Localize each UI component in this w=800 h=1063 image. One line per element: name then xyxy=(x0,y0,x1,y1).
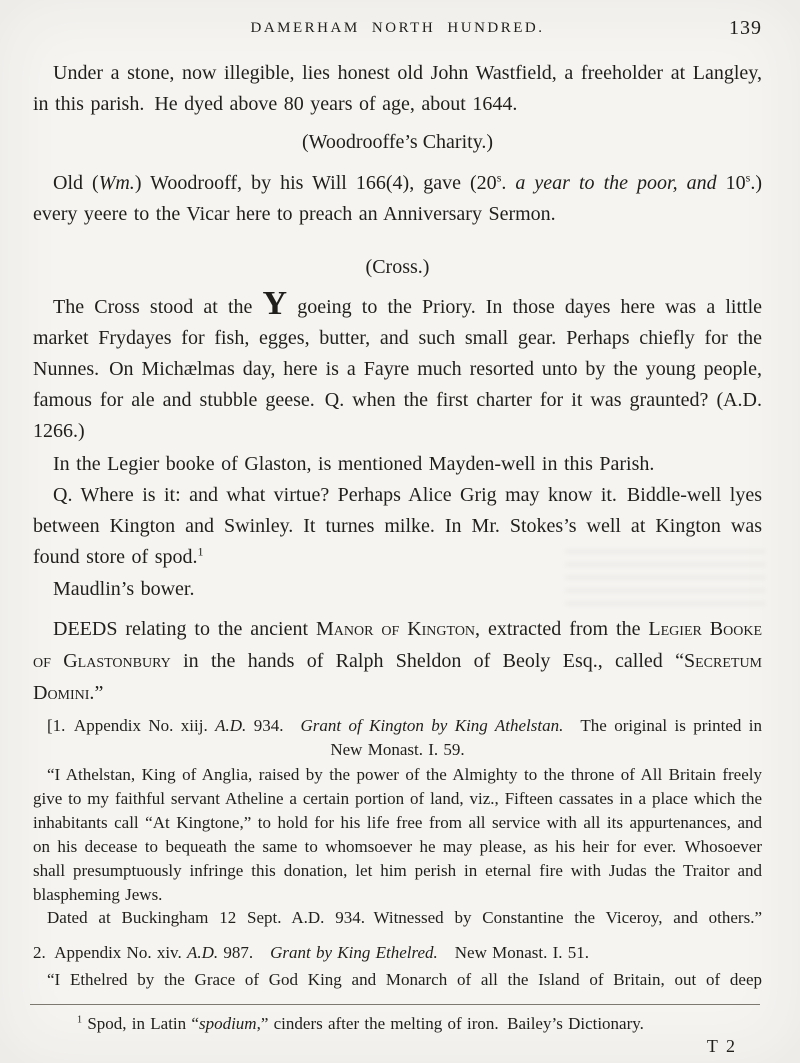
small-caps-manor-of-kington: Manor of Kington xyxy=(315,618,476,640)
text-run: , extracted from the xyxy=(475,618,649,640)
text-run: in the hands of Ralph Sheldon of Beoly Esq., called “ xyxy=(170,650,684,672)
text-run: . xyxy=(501,172,516,194)
text-run: ,” cinders after the melting of iron. Bailey’s Dictionary. xyxy=(256,1014,644,1033)
superscript-s: s xyxy=(745,170,751,185)
text-run: The Cross stood at the xyxy=(53,296,263,318)
running-head: DAMERHAM NORTH HUNDRED. xyxy=(250,20,545,36)
text-run-italic: Grant by King Ethelred. xyxy=(270,943,438,962)
paragraph-grant-athelstan-dated: Dated at Buckingham 12 Sept. A.D. 934. Witnessed by Constantine the Viceroy, and others.” xyxy=(47,908,762,927)
text-run: 2. Appendix No. xiv. xyxy=(33,943,187,962)
text-run: 934. xyxy=(246,716,301,735)
text-run: Old ( xyxy=(53,172,99,194)
text-run: goeing to the Priory. In those dayes here was a little market Frydayes for fish, egges, butter, and such small gear. Perhaps chiefly for the Nunnes. On Michælmas day, here is a Fayre much resorted unto by the young people, famous for ale and stubble geese. Q. when the first charter for it was graunted? (A.D. 1266.) xyxy=(33,296,763,442)
text-run-italic: spodium xyxy=(198,1014,257,1033)
heading-woodrooffe-charity: (Woodrooffe’s Charity.) xyxy=(301,131,494,153)
text-run-italic: A.D. xyxy=(186,943,219,962)
text-run: .) every yeere to the Vicar here to preach an Anniversary Sermon. xyxy=(33,172,763,225)
page-header xyxy=(33,17,762,39)
appendix-note-2 xyxy=(33,941,762,965)
text-run: ” xyxy=(94,682,104,704)
footnote-spod xyxy=(33,1012,762,1036)
appendix-note-1 xyxy=(33,714,762,762)
signature-mark: T 2 xyxy=(706,1036,737,1056)
paragraph-woodrooffe-charity xyxy=(33,168,762,230)
heading-cross: (Cross.) xyxy=(365,256,430,278)
text-run: 10 xyxy=(716,172,746,194)
large-letter-y: Y xyxy=(262,285,288,322)
small-caps-secretum-domini: Secretum Domini. xyxy=(33,650,762,704)
page-number: 139 xyxy=(729,17,762,39)
paragraph-legier-booke: In the Legier booke of Glaston, is mentioned Mayden-well in this Parish. xyxy=(53,453,655,475)
text-run-italic: A.D. xyxy=(215,716,247,735)
text-run: DEEDS relating to the ancient xyxy=(53,618,316,640)
text-run-italic: a year to the poor, and xyxy=(515,172,717,194)
text-run: New Monast. I. 51. xyxy=(437,943,590,962)
paragraph-maudlin: Maudlin’s bower. xyxy=(53,578,195,600)
text-run: Q. Where is it: and what virtue? Perhaps Alice Grig may know it. Biddle-well lyes between Kington and Swinley. It turnes milke. In Mr. Stokes’s well at Kington was found store of spod. xyxy=(33,484,762,568)
text-run: The original is printed in New Monast. I. 59. xyxy=(330,716,763,759)
text-run: ) Woodrooff, by his Will 166(4), gave (20 xyxy=(134,172,497,194)
text-run: Spod, in Latin “ xyxy=(82,1014,199,1033)
text-run-italic: Grant of Kington by King Athelstan. xyxy=(300,716,564,735)
paragraph-wastfield: Under a stone, now illegible, lies honest old John Wastfield, a freeholder at Langley, in this parish. He dyed above 80 years of age, about 1644. xyxy=(33,62,762,115)
superscript-s: s xyxy=(496,170,502,185)
footnote-marker-1: 1 xyxy=(77,1014,83,1026)
small-caps-legier-booke: Legier Booke of Glastonbury xyxy=(33,618,762,672)
footnote-rule xyxy=(30,1004,760,1005)
text-run: 987. xyxy=(218,943,271,962)
footnote-reference-1: 1 xyxy=(197,544,204,559)
text-run-italic: Wm. xyxy=(98,172,135,194)
paragraph-cross xyxy=(33,285,763,447)
text-run: [1. Appendix No. xiij. xyxy=(47,716,216,735)
paragraph-wells xyxy=(33,480,762,573)
paragraph-grant-athelstan: “I Athelstan, King of Anglia, raised by the power of the Almighty to the throne of All Britain freely give to my faithful servant Atheline a certain portion of land, viz., Fifteen cassates in a place which the inhabitants call “At Kingtone,” to hold for his life free from all service with all its appurtenances, and on his decease to bequeath the same to whomsoever he may please, as his heir for ever. Whosoever shall presumptuously infringe this donation, let him perish in eternal fire with Judas the Traitor and blaspheming Jews. xyxy=(33,765,762,904)
paragraph-deeds xyxy=(33,613,762,709)
paragraph-grant-ethelred: “I Ethelred by the Grace of God King and Monarch of all the Island of Britain, out of deep xyxy=(47,970,762,989)
